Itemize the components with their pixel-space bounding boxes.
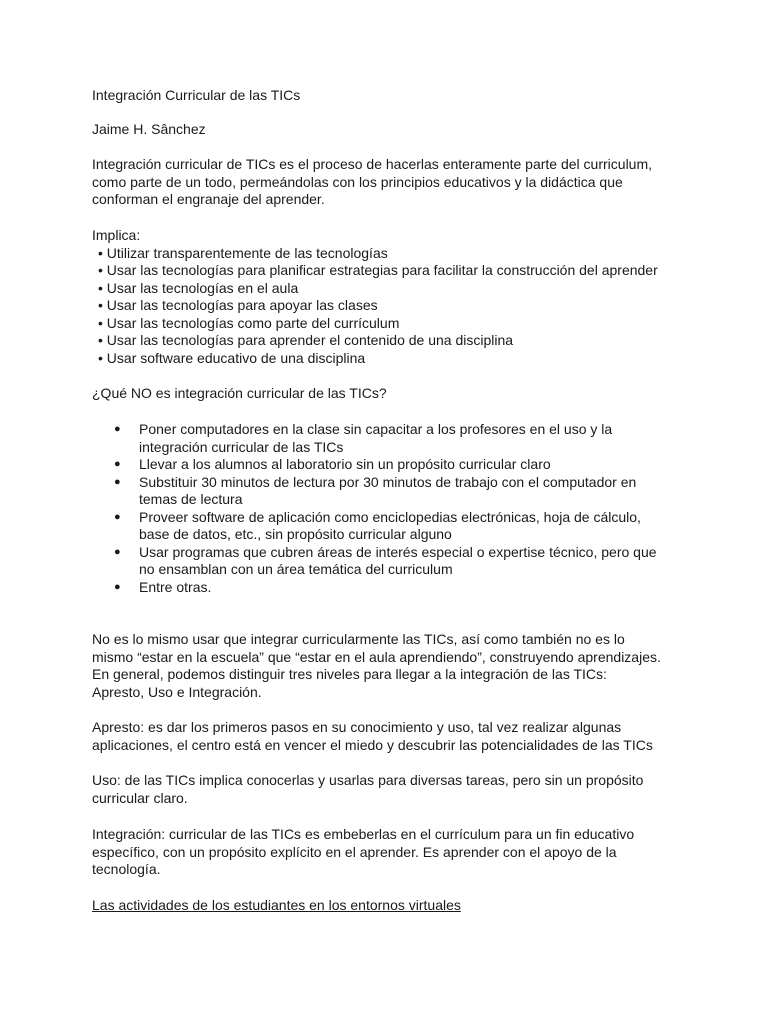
paragraph-line: No es lo mismo usar que integrar curricularmente las TICs, así como también no es lo <box>92 631 625 647</box>
que-no-list <box>92 421 688 596</box>
underlined-heading-text: Las actividades de los estudiantes en los entornos virtuales <box>92 897 461 913</box>
implica-item <box>92 297 688 315</box>
bullet-dot: • <box>98 279 103 296</box>
bullet-marker: ● <box>114 475 121 488</box>
implica-item-text: Usar las tecnologías para planificar estrategias para facilitar la construcción del aprender <box>106 262 658 278</box>
implica-item-text: Usar las tecnologías para aprender el contenido de una disciplina <box>106 332 514 348</box>
intro-paragraph <box>92 156 688 209</box>
list-item <box>92 474 688 509</box>
bullet-marker: ● <box>114 423 121 435</box>
implica-item <box>92 262 688 280</box>
paragraph-line: Apresto: es dar los primeros pasos en su conocimiento y uso, tal vez realizar algunas <box>92 719 622 735</box>
implica-item <box>92 245 688 263</box>
paragraph-line: Uso: de las TICs implica conocerlas y usarlas para diversas tareas, pero sin un propósito <box>92 772 644 788</box>
list-item-line: base de datos, etc., sin propósito curricular alguno <box>139 526 452 542</box>
author-line <box>92 121 688 139</box>
paragraph-line: específico, con un propósito explícito en el aprender. Es aprender con el apoyo de la <box>92 843 617 860</box>
implica-item-text: Usar software educativo de una disciplina <box>106 349 366 366</box>
paragraph-line: curricular claro. <box>92 789 188 806</box>
list-item-line: temas de lectura <box>139 491 243 507</box>
implica-item-text: Usar las tecnologías para apoyar las clases <box>106 297 378 313</box>
list-item <box>92 509 688 544</box>
bullet-marker: ● <box>114 545 121 558</box>
no-mismo-paragraph <box>92 631 688 701</box>
implica-item <box>92 332 688 350</box>
list-item-line: Substituir 30 minutos de lectura por 30 minutos de trabajo con el computador en <box>139 473 637 490</box>
list-item <box>92 579 688 597</box>
list-item-line: integración curricular de las TICs <box>139 438 344 455</box>
bullet-dot: • <box>98 262 103 278</box>
implica-item <box>92 350 688 368</box>
list-item-line: Llevar a los alumnos al laboratorio sin un propósito curricular claro <box>139 456 551 472</box>
paragraph-line: tecnología. <box>92 861 161 877</box>
list-item-line: no ensamblan con un área temática del curriculum <box>139 561 453 577</box>
document-title <box>92 87 688 105</box>
implica-item <box>92 315 688 333</box>
paragraph-line: mismo “estar en la escuela” que “estar en el aula aprendiendo”, construyendo aprendizajes. <box>92 648 661 665</box>
list-item-line: Entre otras. <box>139 578 212 595</box>
author-text: Jaime H. Sânchez <box>92 121 206 137</box>
bullet-marker: ● <box>114 580 121 593</box>
paragraph-line: conforman el engranaje del aprender. <box>92 191 325 207</box>
paragraph-line: Apresto, Uso e Integración. <box>92 683 262 700</box>
list-item-line: Usar programas que cubren áreas de interés especial o expertise técnico, pero que <box>139 543 657 560</box>
implica-item-text: Utilizar transparentemente de las tecnologías <box>106 244 388 261</box>
bullet-marker: ● <box>114 458 121 470</box>
list-item <box>92 421 688 456</box>
bullet-dot: • <box>98 244 103 261</box>
paragraph-line: Integración curricular de TICs es el proceso de hacerlas enteramente parte del curriculum, <box>92 156 653 172</box>
list-item-line: Proveer software de aplicación como enciclopedias electrónicas, hoja de cálculo, <box>139 508 641 525</box>
implica-heading: Implica: <box>92 227 141 243</box>
implica-item-text: Usar las tecnologías en el aula <box>106 279 299 296</box>
bullet-dot: • <box>98 297 103 313</box>
integracion-paragraph <box>92 826 688 879</box>
paragraph-line: Integración: curricular de las TICs es embeberlas en el currículum para un fin educativo <box>92 826 635 842</box>
paragraph-line: como parte de un todo, permeándolas con los principios educativos y la didáctica que <box>92 173 623 190</box>
uso-paragraph <box>92 772 688 807</box>
apresto-paragraph <box>92 719 688 754</box>
paragraph-line: aplicaciones, el centro está en vencer el miedo y descubrir las potencialidades de las TICs <box>92 736 653 753</box>
bullet-dot: • <box>98 332 103 348</box>
implica-item <box>92 280 688 298</box>
que-no-heading <box>92 385 688 403</box>
list-item <box>92 456 688 474</box>
implica-section <box>92 227 688 367</box>
title-text: Integración Curricular de las TICs <box>92 87 301 103</box>
implica-item-text: Usar las tecnologías como parte del currículum <box>106 314 400 331</box>
bullet-marker: ● <box>114 510 121 523</box>
section-heading-text: ¿Qué NO es integración curricular de las TICs? <box>92 385 387 401</box>
list-item <box>92 544 688 579</box>
list-item-line: Poner computadores en la clase sin capacitar a los profesores en el uso y la <box>139 421 613 437</box>
paragraph-line: En general, podemos distinguir tres niveles para llegar a la integración de las TICs: <box>92 666 607 682</box>
bullet-dot: • <box>98 314 103 331</box>
actividades-heading <box>92 897 688 915</box>
bullet-dot: • <box>98 349 103 366</box>
